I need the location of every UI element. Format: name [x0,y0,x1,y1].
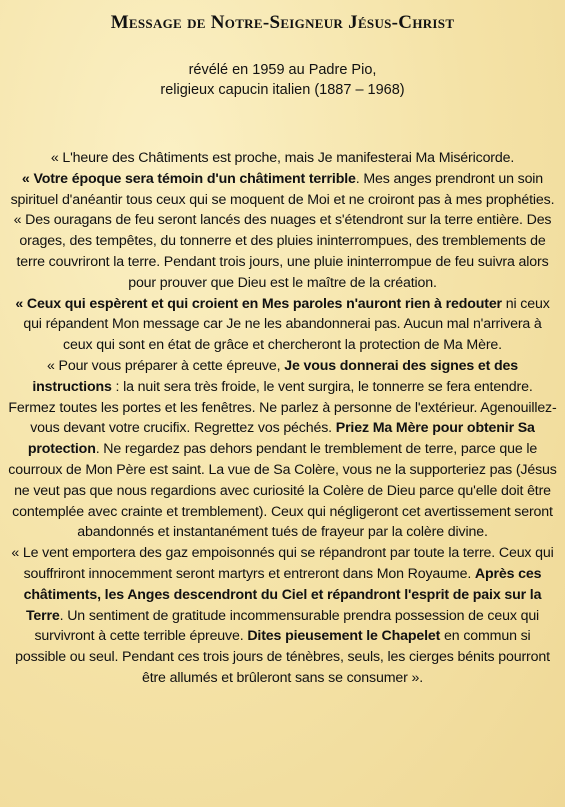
paragraph-text: : la nuit sera très froide, le vent surgira, le tonnerre se fera entendre. Fermez toutes les portes et les fenêtres. Ne parlez à personne de l'extérieur. Agenouillez-vous devant votre crucifix. Regrettez vos péchés. [8,378,557,437]
emphasized-text: Je vous donnerai des signes et des instructions [32,357,519,395]
message-paragraph [8,543,557,689]
message-paragraph [8,294,557,356]
message-paragraph [8,210,557,293]
subtitle [0,60,565,100]
paragraph-text: « Pour vous préparer à cette épreuve, [46,357,285,374]
message-body [8,148,557,689]
paragraph-text: . Ne regardez pas dehors pendant le tremblement de terre, parce que le courroux de Mon Père est saint. La vue de Sa Colère, vous ne la supporteriez pas (Jésus ne veut pas que nous regardions avec curiosité la Colère de Dieu parce qu'elle doit être contemplée avec crainte et tremblement). Ceux qui négligeront cet avertissement seront abandonnés et instantanément tués de frayeur par la colère divine. [8,441,557,541]
paragraph-text: . Mes anges prendront un soin spirituel d'anéantir tous ceux qui se moquent de Moi et ne croiront pas à mes prophéties. [10,170,555,208]
paragraph-text: « Le vent emportera des gaz empoisonnés qui se répandront par toute la terre. Ceux qui souffriront innocemment seront martyrs et entreront dans Mon Royaume. [11,545,554,582]
paragraph-text: ni ceux qui répandent Mon message car Je ne les abandonnerai pas. Aucun mal n'arrivera à ceux qui sont en état de grâce et chercheront la protection de Ma Mère. [23,295,550,354]
message-paragraph [8,169,557,211]
subtitle-line-2: religieux capucin italien (1887 – 1968) [160,82,405,98]
paragraph-text: en commun si possible ou seul. Pendant ces trois jours de ténèbres, seuls, les cierges bénits pourront être allumés et brûleront sans se consumer ». [15,628,550,686]
emphasized-text: Dites pieusement le Chapelet [247,628,441,645]
message-paragraph [8,356,557,543]
message-paragraph [8,148,557,169]
subtitle-line-1: révélé en 1959 au Padre Pio, [188,62,377,78]
emphasized-text: « Ceux qui espèrent et qui croient en Mes paroles n'auront rien à redouter [15,295,502,312]
paragraph-text: « L'heure des Châtiments est proche, mais Je manifesterai Ma Miséricorde. [50,150,515,166]
emphasized-text: Après ces châtiments, les Anges descendront du Ciel et répandront l'esprit de paix sur la Terre [23,565,542,624]
emphasized-text: Priez Ma Mère pour obtenir Sa protection [27,420,535,458]
page-title: Message de Notre-Seigneur Jésus-Christ [110,12,455,33]
paragraph-text: . Un sentiment de gratitude incommensurable prendra possession de ceux qui survivront à cette terrible épreuve. [34,607,540,645]
emphasized-text: « Votre époque sera témoin d'un châtiment terrible [21,170,356,187]
paragraph-text: « Des ouragans de feu seront lancés des nuages et s'étendront sur la terre entière. Des orages, des tempêtes, du tonnerre et des pluies ininterrompues, des tremblements de terre couvriront la terre. Pendant trois jours, une pluie ininterrompue de feu suivra alors pour prouver que Dieu est le maître de la création. [13,212,552,291]
